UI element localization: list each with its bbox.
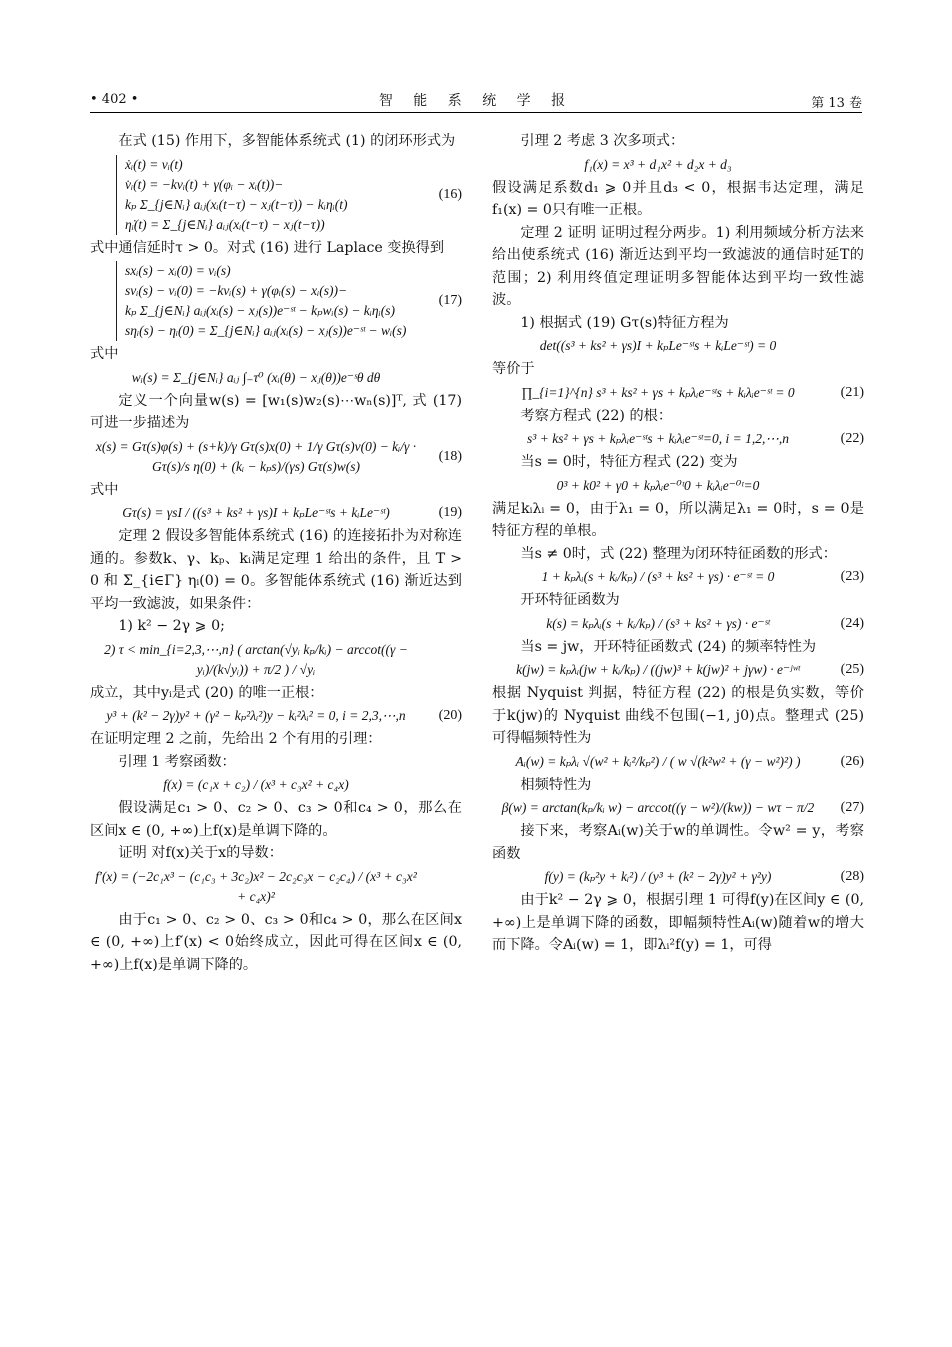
equation-text: f(y) = (kₚ²y + kᵢ²) / (y³ + (k² − 2γ)y² + γ²y) xyxy=(544,869,772,884)
equation-system xyxy=(90,155,462,235)
equation-text: x(s) = Gτ(s)φ(s) + (s+k)/γ Gτ(s)x(0) + 1/γ Gτ(s)v(0) − kᵢ/γ · Gτ(s)/s η(0) + (kᵢ − kₚs)/(γs) Gτ(s)w(s) xyxy=(95,438,417,474)
equation xyxy=(492,383,864,403)
equation-line: sxᵢ(s) − xᵢ(0) = vᵢ(s) xyxy=(125,263,231,278)
paragraph: 当s ≠ 0时，式 (22) 整理为闭环特征函数的形式： xyxy=(520,545,837,562)
equation-text: wᵢ(s) = Σ_{j∈Nᵢ} aᵢⱼ ∫₋τ⁰ (xᵢ(θ) − xⱼ(θ))e⁻ˢθ dθ xyxy=(131,369,381,385)
volume-label: 第 13 卷 xyxy=(811,96,862,111)
paragraph: 引理 1 考察函数： xyxy=(118,753,236,770)
equation-number: (25) xyxy=(840,662,864,677)
equation-text: 0³ + k0² + γ0 + kₚλᵢe⁻⁰ᵗ0 + kᵢλᵢe⁻⁰ᵗ=0 xyxy=(556,477,760,493)
equation xyxy=(492,155,864,175)
equation-number: (18) xyxy=(438,448,462,464)
equation-line: kₚ Σ_{j∈Nᵢ} aᵢⱼ(xᵢ(t−τ) − xⱼ(t−τ)) − kᵢηᵢ(t) xyxy=(125,196,348,212)
equation-text: s³ + ks² + γs + kₚλᵢe⁻ˢᵗs + kᵢλᵢe⁻ˢᵗ=0, i = 1,2,⋯,n xyxy=(527,431,789,446)
equation-text: β(w) = arctan(kₚ/kᵢ w) − arccot((γ − w²)/(kw)) − wτ − π/2 xyxy=(501,800,815,815)
equation-text: ∏_{i=1}^{n} s³ + ks² + γs + kₚλᵢe⁻ˢᵗs + kᵢλᵢe⁻ˢᵗ = 0 xyxy=(521,384,795,400)
equation xyxy=(90,775,462,795)
equation-text: 1 + kₚλᵢ(s + kᵢ/kₚ) / (s³ + ks² + γs) · e⁻ˢᵗ = 0 xyxy=(541,569,775,584)
equation xyxy=(492,614,864,634)
equation xyxy=(492,476,864,496)
paragraph: 开环特征函数为 xyxy=(520,592,620,608)
equation-text: f(x) = (c₁x + c₂) / (x³ + c₃x² + c₄x) xyxy=(163,777,349,792)
paragraph: 式中 xyxy=(90,481,119,498)
equation-number: (20) xyxy=(438,708,462,723)
equation-line: η̇ᵢ(t) = Σ_{j∈Nᵢ} aᵢⱼ(xᵢ(t−τ) − xⱼ(t−τ)) xyxy=(125,216,325,232)
paragraph: 1) 根据式 (19) Gτ(s)特征方程为 xyxy=(520,314,729,331)
paragraph: 当s = 0时，特征方程式 (22) 变为 xyxy=(520,454,738,470)
paragraph: 相频特性为 xyxy=(520,776,592,793)
paragraph: 等价于 xyxy=(492,361,535,377)
equation-text: k(s) = kₚλᵢ(s + kᵢ/kₚ) / (s³ + ks² + γs) · e⁻ˢᵗ xyxy=(546,615,770,631)
equation xyxy=(492,752,864,772)
equation-number: (23) xyxy=(840,569,864,584)
equation-number: (22) xyxy=(840,431,864,446)
paragraph: 式中通信延时τ > 0。对式 (16) 进行 Laplace 变换得到 xyxy=(90,239,445,256)
left-column xyxy=(90,130,462,976)
equation-text: Aᵢ(w) = kₚλᵢ √(w² + kᵢ²/kₚ²) / ( w √(k²w² + (γ − w²)²) ) xyxy=(515,753,801,769)
equation xyxy=(90,503,462,523)
equation-number: (21) xyxy=(840,384,864,400)
page-header xyxy=(90,90,862,113)
equation-text: k(jw) = kₚλᵢ(jw + kᵢ/kₚ) / ((jw)³ + k(jw)² + jγw) · e⁻ʲʷᵗ xyxy=(516,662,800,677)
equation-number: (28) xyxy=(840,869,864,884)
paragraph: 成立，其中yᵢ是式 (20) 的唯一正根： xyxy=(90,684,324,701)
paragraph: 证明 对f(x)关于x的导数： xyxy=(118,845,283,861)
equation-number: (19) xyxy=(438,505,462,520)
equation xyxy=(492,567,864,587)
paragraph: 1) k² − 2γ ⩾ 0; xyxy=(118,618,225,634)
equation-number: (27) xyxy=(840,800,864,815)
paragraph: 定理 2 证明 证明过程分两步。1) 利用频域分析方法来给出使系统式 (16) 渐近达到平均一致滤波的通信时延T的范围；2) 利用终值定理证明多智能体达到平均一致性滤波。 xyxy=(492,224,864,308)
paragraph: 由于k² − 2γ ⩾ 0，根据引理 1 可得f(y)在区间y ∈ (0, +∞)上是单调下降的函数，即幅频特性Aᵢ(w)随着w的增大而下降。令Aᵢ(w) = 1，即λᵢ²f(y) = 1，可得 xyxy=(492,892,864,953)
equation xyxy=(90,640,462,680)
equation-line: svᵢ(s) − vᵢ(0) = −kvᵢ(s) + γ(φᵢ(s) − xᵢ(s))− xyxy=(125,283,348,298)
equation-line: ẋᵢ(t) = vᵢ(t) xyxy=(125,156,183,172)
equation-line: v̇ᵢ(t) = −kvᵢ(t) + γ(φᵢ − xᵢ(t))− xyxy=(125,176,284,192)
equation xyxy=(492,429,864,449)
equation xyxy=(90,437,462,477)
equation xyxy=(492,798,864,818)
equation-text: f₁(x) = x³ + d₁x² + d₂x + d₃ xyxy=(584,156,732,172)
equation-text: y³ + (k² − 2γ)y² + (γ² − kₚ²λᵢ²)y − kᵢ²λᵢ² = 0, i = 2,3,⋯,n xyxy=(106,708,406,723)
paragraph: 式中 xyxy=(90,346,119,362)
page-number: • 402 • xyxy=(90,92,139,107)
paragraph: 在式 (15) 作用下，多智能体系统式 (1) 的闭环形式为 xyxy=(118,133,456,149)
paragraph: 假设满足c₁ > 0、c₂ > 0、c₃ > 0和c₄ > 0，那么在区间x ∈ (0, +∞)上f(x)是单调下降的。 xyxy=(90,800,462,839)
equation xyxy=(90,368,462,388)
paragraph: 定义一个向量w(s) = [w₁(s)w₂(s)⋯wₙ(s)]ᵀ, 式 (17) 可进一步描述为 xyxy=(90,392,462,431)
equation xyxy=(492,660,864,680)
paragraph: 满足kᵢλᵢ = 0，由于λ₁ = 0，所以满足λ₁ = 0时，s = 0是特征方程的单根。 xyxy=(492,500,864,539)
paragraph: 假设满足系数d₁ ⩾ 0并且d₃ < 0，根据韦达定理，满足f₁(x) = 0只有唯一正根。 xyxy=(492,179,864,218)
equation xyxy=(90,867,462,907)
paragraph: 当s = jw，开环特征函数式 (24) 的频率特性为 xyxy=(520,638,817,655)
paragraph: 在证明定理 2 之前，先给出 2 个有用的引理： xyxy=(90,731,382,747)
equation-text: f′(x) = (−2c₁x³ − (c₁c₃ + 3c₂)x² − 2c₂c₃x − c₂c₄) / (x³ + c₃x² + c₄x)² xyxy=(95,868,417,904)
paragraph: 接下来，考察Aᵢ(w)关于w的单调性。令w² = y，考察函数 xyxy=(492,823,864,862)
equation-lines xyxy=(116,155,412,235)
equation-number: (24) xyxy=(840,615,864,631)
equation-text: 2) τ < min_{i=2,3,⋯,n} ( arctan(√yᵢ kₚ/kᵢ) − arccot((γ − yᵢ)/(k√yᵢ)) + π/2 ) / √yᵢ xyxy=(104,641,408,677)
equation-text: det((s³ + ks² + γs)I + kₚLe⁻ˢᵗs + kᵢLe⁻ˢᵗ) = 0 xyxy=(539,338,777,353)
equation xyxy=(90,706,462,726)
paragraph: 引理 2 考虑 3 次多项式： xyxy=(520,133,685,149)
equation-number: (16) xyxy=(438,186,462,202)
equation-line: sηᵢ(s) − ηᵢ(0) = Σ_{j∈Nᵢ} aᵢⱼ(xᵢ(s) − xⱼ(s))e⁻ˢᵗ − wᵢ(s) xyxy=(125,323,407,338)
equation-text: Gτ(s) = γsI / ((s³ + ks² + γs)I + kₚLe⁻ˢᵗs + kᵢLe⁻ˢᵗ) xyxy=(122,505,390,520)
journal-title: 智 能 系 统 学 报 xyxy=(378,93,574,109)
paragraph: 由于c₁ > 0、c₂ > 0、c₃ > 0和c₄ > 0，那么在区间x ∈ (0, +∞)上f′(x) < 0始终成立，因此可得在区间x ∈ (0, +∞)上f(x)是单调下降的。 xyxy=(90,911,462,973)
equation-line: kₚ Σ_{j∈Nᵢ} aᵢⱼ(xᵢ(s) − xⱼ(s))e⁻ˢᵗ − kₚwᵢ(s) − kᵢηᵢ(s) xyxy=(125,303,396,318)
equation-lines xyxy=(116,261,412,341)
paragraph: 考察方程式 (22) 的根： xyxy=(520,407,673,424)
paragraph: 定理 2 假设多智能体系统式 (16) 的连接拓扑为对称连通的。参数k、γ、kₚ、kᵢ满足定理 1 给出的条件，且 T > 0 和 Σ_{i∈Γ} ηᵢ(0) = 0。多智能体系统式 (16) 渐近达到平均一致滤波，如果条件： xyxy=(90,528,462,612)
equation xyxy=(492,336,864,356)
paragraph: 根据 Nyquist 判据，特征方程 (22) 的根是负实数，等价于k(jw)的 Nyquist 曲线不包围(−1, j0)点。整理式 (25) 可得幅频特性为 xyxy=(492,685,864,746)
equation-system xyxy=(90,261,462,341)
equation xyxy=(492,867,864,887)
equation-number: (17) xyxy=(438,293,462,308)
right-column xyxy=(492,130,864,957)
equation-number: (26) xyxy=(840,753,864,769)
